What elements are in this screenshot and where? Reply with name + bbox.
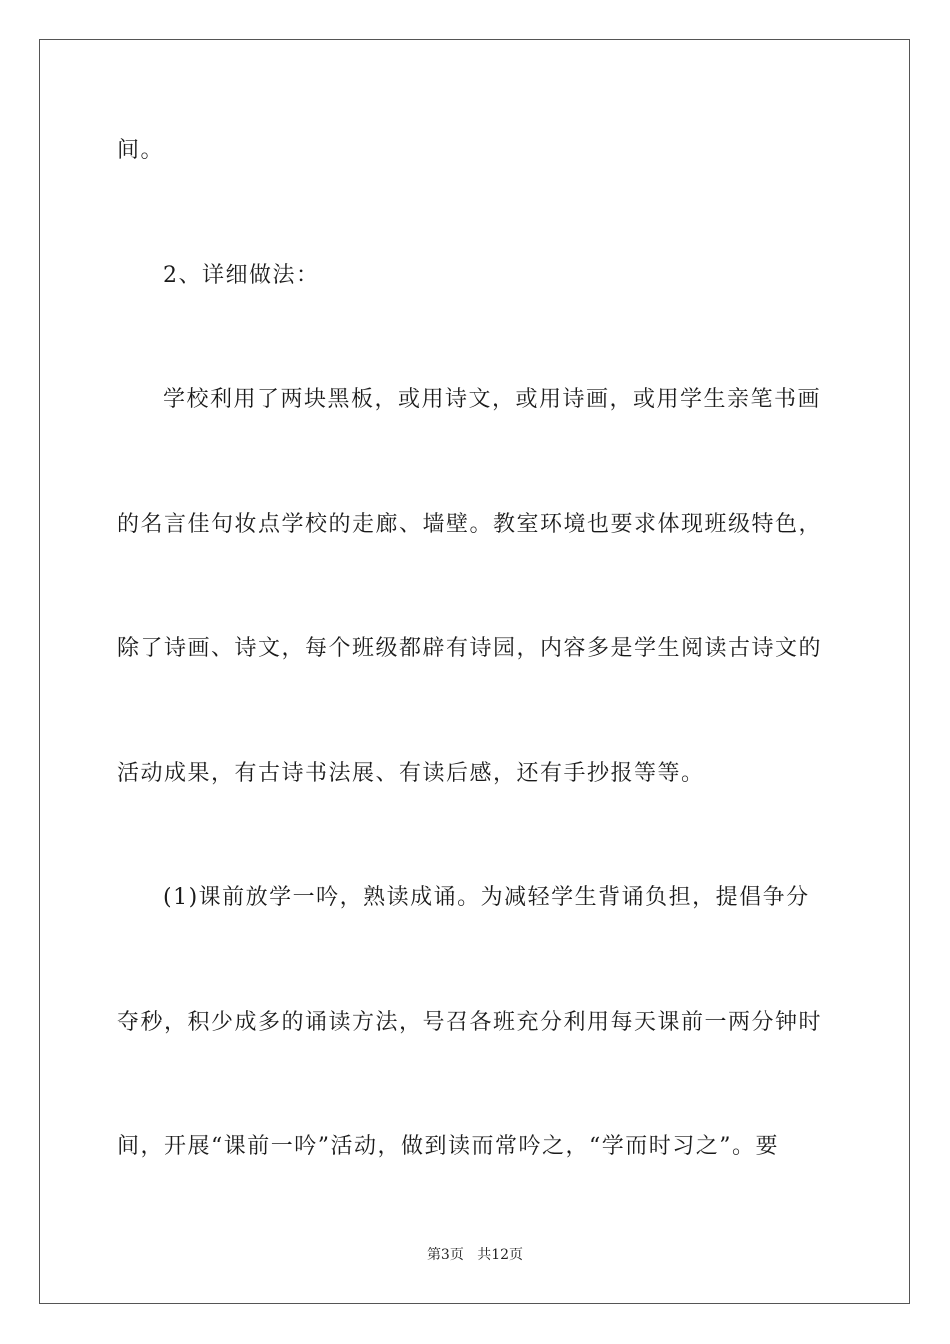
text-line-4: 的名言佳句妆点学校的走廊、墙壁。教室环境也要求体现班级特色， — [117, 512, 823, 537]
text-line-5: 除了诗画、诗文，每个班级都辟有诗园，内容多是学生阅读古诗文的 — [117, 636, 823, 661]
text-line-7: (1)课前放学一吟，熟读成诵。为减轻学生背诵负担，提倡争分 — [163, 885, 810, 910]
page-footer — [0, 1246, 950, 1264]
text-line-1: 间。 — [117, 138, 165, 163]
text-line-9: 间，开展“课前一吟”活动，做到读而常吟之，“学而时习之”。要 — [117, 1134, 779, 1159]
text-line-6: 活动成果，有古诗书法展、有读后感，还有手抄报等等。 — [117, 761, 705, 786]
text-line-3: 学校利用了两块黑板，或用诗文，或用诗画，或用学生亲笔书画 — [163, 387, 822, 412]
page-border — [39, 39, 910, 1304]
text-line-8: 夺秒，积少成多的诵读方法，号召各班充分利用每天课前一两分钟时 — [117, 1010, 823, 1035]
page-total: 共12页 — [477, 1247, 524, 1263]
page-number: 第3页 — [426, 1247, 464, 1263]
section-heading: 2、详细做法： — [163, 263, 320, 288]
